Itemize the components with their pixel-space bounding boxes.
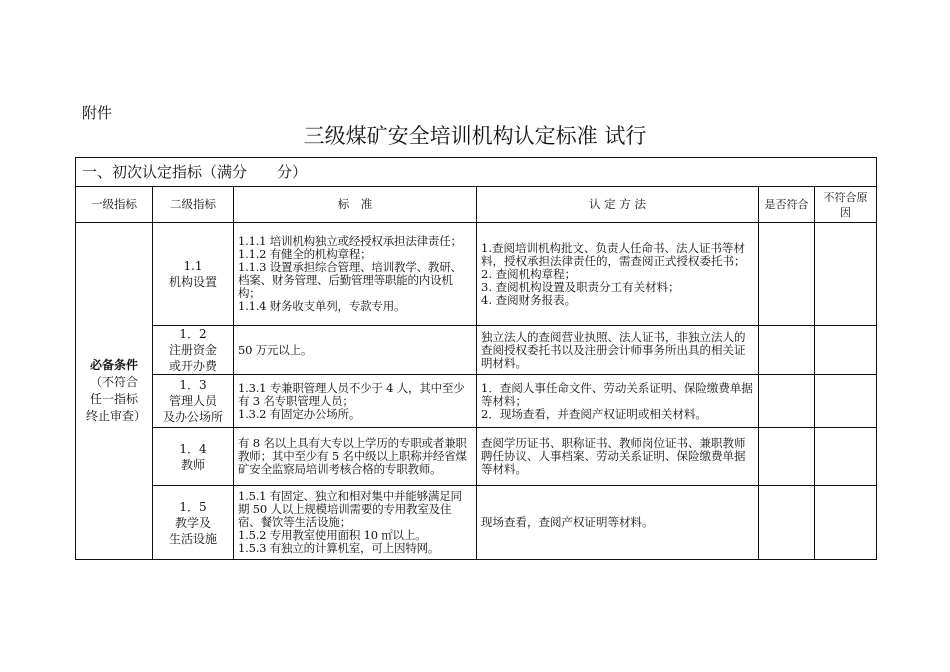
table-row	[76, 486, 877, 560]
column-header: 一级指标	[76, 187, 153, 223]
level2-cell: 1．4 教师	[153, 428, 234, 486]
reason-cell[interactable]	[815, 223, 877, 326]
standard-cell: 50 万元以上。	[234, 326, 477, 375]
table-row	[76, 223, 877, 326]
compliance-cell[interactable]	[759, 428, 815, 486]
column-header: 不符合原因	[815, 187, 877, 223]
column-header: 标 准	[234, 187, 477, 223]
compliance-cell[interactable]	[759, 223, 815, 326]
method-cell: 现场查看，查阅产权证明等材料。	[477, 486, 759, 560]
level2-cell: 1．2 注册资金 或开办费	[153, 326, 234, 375]
table-header-row	[76, 187, 877, 223]
column-header: 是否符合	[759, 187, 815, 223]
column-header: 认 定 方 法	[477, 187, 759, 223]
standard-cell: 1.3.1 专兼职管理人员不少于 4 人，其中至少有 3 名专职管理人员； 1.3.2 有固定办公场所。	[234, 375, 477, 428]
level2-cell: 1.1 机构设置	[153, 223, 234, 326]
compliance-cell[interactable]	[759, 375, 815, 428]
level1-name: 必备条件	[89, 358, 138, 372]
column-header: 二级指标	[153, 187, 234, 223]
level1-cell	[76, 223, 153, 560]
section-title: 一、初次认定指标（满分 分）	[76, 158, 877, 187]
compliance-cell[interactable]	[759, 486, 815, 560]
attachment-label: 附件	[82, 104, 113, 122]
table-row	[76, 375, 877, 428]
standard-cell: 1.1.1 培训机构独立或经授权承担法律责任； 1.1.2 有健全的机构章程； 1.1.3 设置承担综合管理、培训教学、教研、档案、财务管理、后勤管理等职能的内设机构； 1.1.4 财务收支单列，专款专用。	[234, 223, 477, 326]
method-cell: 独立法人的查阅营业执照、法人证书，非独立法人的查阅授权委托书以及注册会计师事务所出具的相关证明材料。	[477, 326, 759, 375]
reason-cell[interactable]	[815, 428, 877, 486]
standard-cell: 有 8 名以上具有大专以上学历的专职或者兼职教师；其中至少有 5 名中级以上职称并经省煤矿安全监察局培训考核合格的专职教师。	[234, 428, 477, 486]
method-cell: 查阅学历证书、职称证书、教师岗位证书、兼职教师聘任协议、人事档案、劳动关系证明、保险缴费单据等材料。	[477, 428, 759, 486]
table-row	[76, 326, 877, 375]
method-cell: 1．查阅人事任命文件、劳动关系证明、保险缴费单据等材料； 2．现场查看，并查阅产权证明或相关材料。	[477, 375, 759, 428]
level2-cell: 1．5 教学及 生活设施	[153, 486, 234, 560]
standard-cell: 1.5.1 有固定、独立和相对集中并能够满足同期 50 人以上规模培训需要的专用教室及住宿、餐饮等生活设施； 1.5.2 专用教室使用面积 10 ㎡以上。 1.5.3 有独立的计算机室，可上因特网。	[234, 486, 477, 560]
reason-cell[interactable]	[815, 486, 877, 560]
method-cell: 1.查阅培训机构批文、负责人任命书、法人证书等材料，授权承担法律责任的，需查阅正式授权委托书； 2. 查阅机构章程； 3. 查阅机构设置及职责分工有关材料； 4. 查阅财务报表。	[477, 223, 759, 326]
document-title: 三级煤矿安全培训机构认定标准 试行	[303, 124, 647, 148]
reason-cell[interactable]	[815, 375, 877, 428]
level2-cell: 1．3 管理人员 及办公场所	[153, 375, 234, 428]
compliance-cell[interactable]	[759, 326, 815, 375]
level1-note: （不符合任一指标终止审查）	[86, 375, 147, 423]
reason-cell[interactable]	[815, 326, 877, 375]
table-row	[76, 428, 877, 486]
criteria-table	[75, 157, 877, 560]
